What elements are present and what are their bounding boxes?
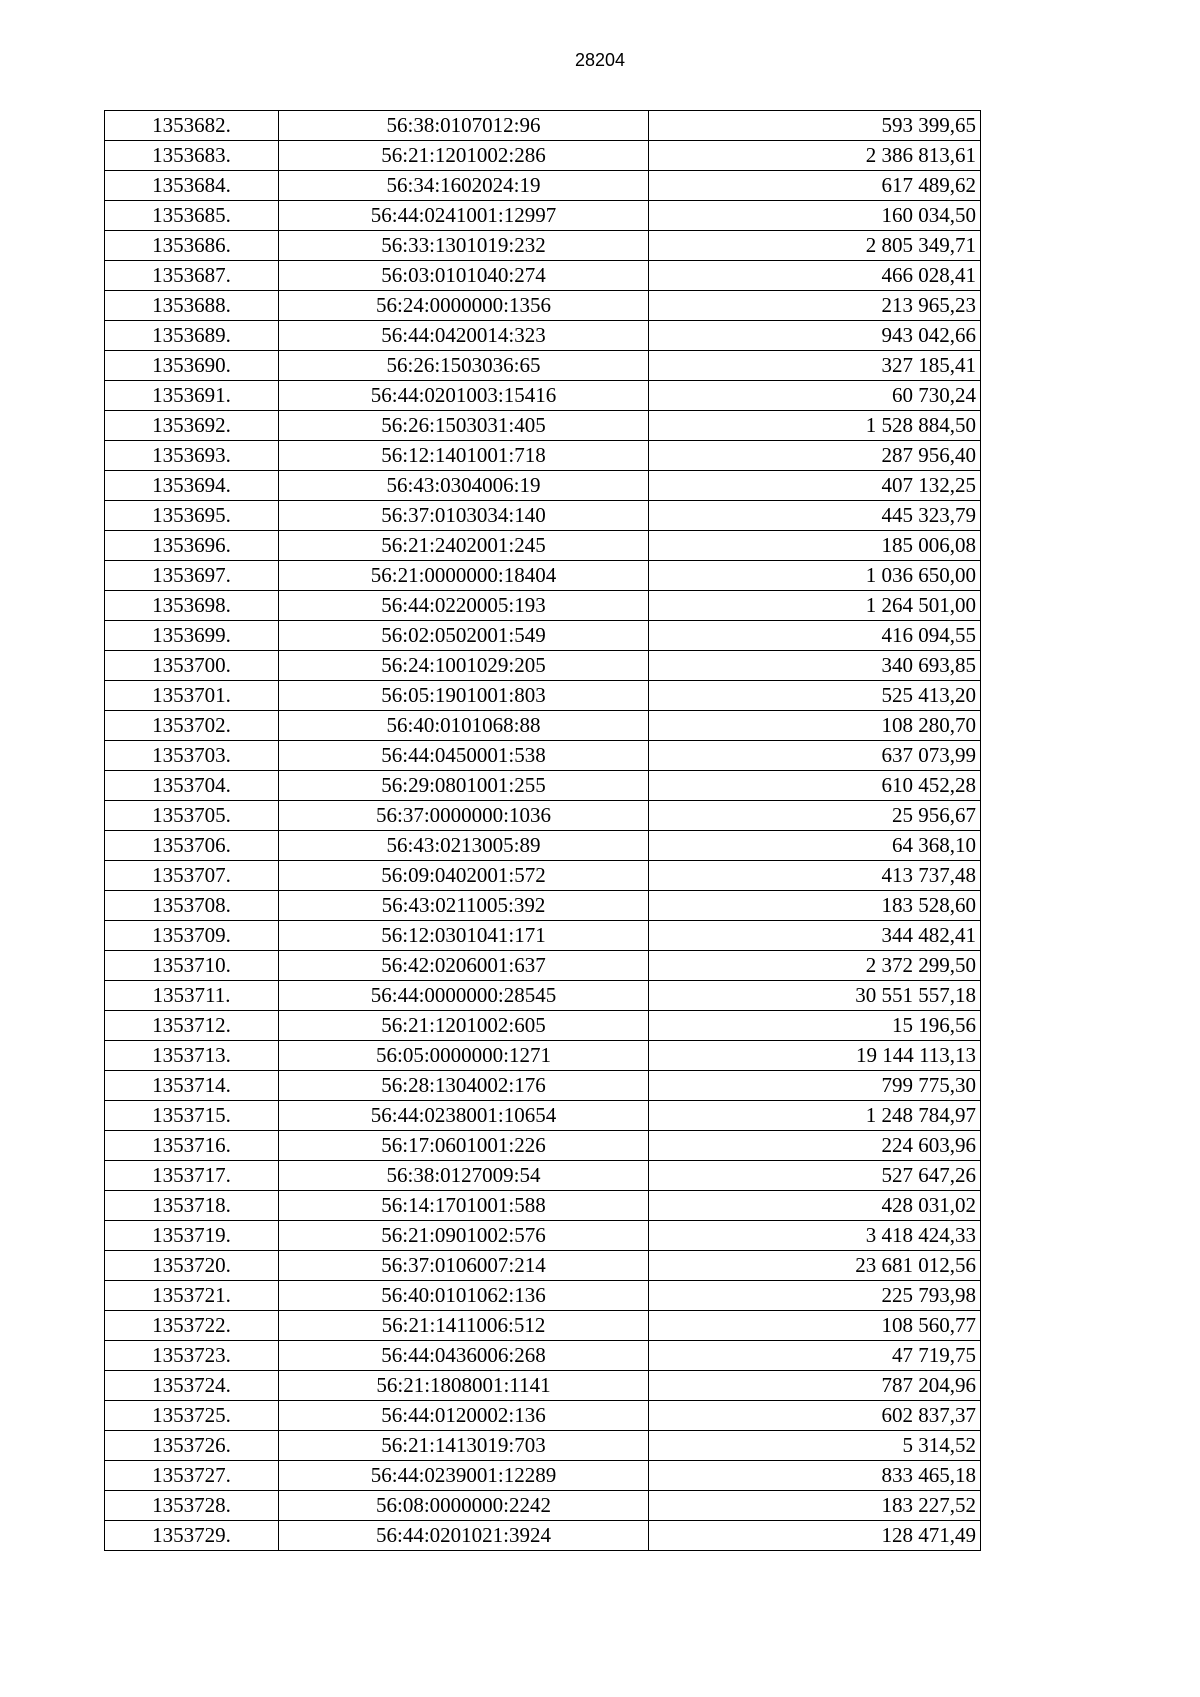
- row-number-cell: 1353713.: [105, 1041, 279, 1071]
- cadastral-value-cell: 610 452,28: [649, 771, 981, 801]
- row-number-cell: 1353724.: [105, 1371, 279, 1401]
- table-row: [105, 141, 981, 171]
- cadastral-number-cell: 56:44:0120002:136: [279, 1401, 649, 1431]
- cadastral-number-cell: 56:21:1808001:1141: [279, 1371, 649, 1401]
- table-row: [105, 351, 981, 381]
- row-number-cell: 1353704.: [105, 771, 279, 801]
- table-row: [105, 1071, 981, 1101]
- row-number-cell: 1353690.: [105, 351, 279, 381]
- cadastral-value-cell: 407 132,25: [649, 471, 981, 501]
- row-number-cell: 1353719.: [105, 1221, 279, 1251]
- cadastral-value-cell: 344 482,41: [649, 921, 981, 951]
- row-number-cell: 1353685.: [105, 201, 279, 231]
- table-row: [105, 1161, 981, 1191]
- cadastral-value-cell: 15 196,56: [649, 1011, 981, 1041]
- cadastral-value-cell: 64 368,10: [649, 831, 981, 861]
- cadastral-value-cell: 108 280,70: [649, 711, 981, 741]
- registry-table: [104, 110, 981, 1551]
- table-row: [105, 831, 981, 861]
- table-row: [105, 1041, 981, 1071]
- table-row: [105, 231, 981, 261]
- cadastral-value-cell: 1 248 784,97: [649, 1101, 981, 1131]
- table-row: [105, 261, 981, 291]
- cadastral-value-cell: 787 204,96: [649, 1371, 981, 1401]
- row-number-cell: 1353698.: [105, 591, 279, 621]
- cadastral-number-cell: 56:24:1001029:205: [279, 651, 649, 681]
- cadastral-value-cell: 445 323,79: [649, 501, 981, 531]
- cadastral-number-cell: 56:37:0106007:214: [279, 1251, 649, 1281]
- row-number-cell: 1353706.: [105, 831, 279, 861]
- row-number-cell: 1353711.: [105, 981, 279, 1011]
- cadastral-number-cell: 56:44:0220005:193: [279, 591, 649, 621]
- cadastral-number-cell: 56:43:0304006:19: [279, 471, 649, 501]
- row-number-cell: 1353728.: [105, 1491, 279, 1521]
- cadastral-number-cell: 56:09:0402001:572: [279, 861, 649, 891]
- row-number-cell: 1353692.: [105, 411, 279, 441]
- registry-table-body: [105, 111, 981, 1551]
- table-row: [105, 321, 981, 351]
- table-row: [105, 411, 981, 441]
- row-number-cell: 1353723.: [105, 1341, 279, 1371]
- cadastral-number-cell: 56:26:1503036:65: [279, 351, 649, 381]
- cadastral-number-cell: 56:40:0101062:136: [279, 1281, 649, 1311]
- table-row: [105, 111, 981, 141]
- table-row: [105, 1371, 981, 1401]
- row-number-cell: 1353691.: [105, 381, 279, 411]
- table-row: [105, 561, 981, 591]
- table-row: [105, 1251, 981, 1281]
- row-number-cell: 1353702.: [105, 711, 279, 741]
- cadastral-value-cell: 527 647,26: [649, 1161, 981, 1191]
- row-number-cell: 1353715.: [105, 1101, 279, 1131]
- cadastral-value-cell: 30 551 557,18: [649, 981, 981, 1011]
- row-number-cell: 1353687.: [105, 261, 279, 291]
- table-row: [105, 861, 981, 891]
- table-row: [105, 1101, 981, 1131]
- cadastral-value-cell: 525 413,20: [649, 681, 981, 711]
- cadastral-value-cell: 2 372 299,50: [649, 951, 981, 981]
- cadastral-value-cell: 799 775,30: [649, 1071, 981, 1101]
- row-number-cell: 1353688.: [105, 291, 279, 321]
- row-number-cell: 1353703.: [105, 741, 279, 771]
- cadastral-number-cell: 56:40:0101068:88: [279, 711, 649, 741]
- cadastral-value-cell: 183 528,60: [649, 891, 981, 921]
- cadastral-number-cell: 56:02:0502001:549: [279, 621, 649, 651]
- cadastral-value-cell: 47 719,75: [649, 1341, 981, 1371]
- table-row: [105, 381, 981, 411]
- cadastral-value-cell: 340 693,85: [649, 651, 981, 681]
- cadastral-number-cell: 56:44:0201021:3924: [279, 1521, 649, 1551]
- cadastral-number-cell: 56:44:0000000:28545: [279, 981, 649, 1011]
- table-row: [105, 921, 981, 951]
- table-row: [105, 621, 981, 651]
- cadastral-value-cell: 108 560,77: [649, 1311, 981, 1341]
- cadastral-number-cell: 56:14:1701001:588: [279, 1191, 649, 1221]
- cadastral-number-cell: 56:34:1602024:19: [279, 171, 649, 201]
- cadastral-value-cell: 943 042,66: [649, 321, 981, 351]
- table-row: [105, 771, 981, 801]
- cadastral-value-cell: 225 793,98: [649, 1281, 981, 1311]
- cadastral-value-cell: 602 837,37: [649, 1401, 981, 1431]
- table-row: [105, 1521, 981, 1551]
- row-number-cell: 1353708.: [105, 891, 279, 921]
- cadastral-number-cell: 56:12:0301041:171: [279, 921, 649, 951]
- cadastral-value-cell: 1 036 650,00: [649, 561, 981, 591]
- row-number-cell: 1353697.: [105, 561, 279, 591]
- cadastral-number-cell: 56:21:2402001:245: [279, 531, 649, 561]
- cadastral-value-cell: 183 227,52: [649, 1491, 981, 1521]
- row-number-cell: 1353693.: [105, 441, 279, 471]
- cadastral-value-cell: 287 956,40: [649, 441, 981, 471]
- row-number-cell: 1353718.: [105, 1191, 279, 1221]
- cadastral-number-cell: 56:44:0420014:323: [279, 321, 649, 351]
- row-number-cell: 1353683.: [105, 141, 279, 171]
- cadastral-value-cell: 617 489,62: [649, 171, 981, 201]
- row-number-cell: 1353699.: [105, 621, 279, 651]
- table-row: [105, 591, 981, 621]
- table-row: [105, 681, 981, 711]
- table-row: [105, 1191, 981, 1221]
- table-row: [105, 531, 981, 561]
- cadastral-number-cell: 56:28:1304002:176: [279, 1071, 649, 1101]
- cadastral-number-cell: 56:21:1201002:605: [279, 1011, 649, 1041]
- cadastral-number-cell: 56:05:1901001:803: [279, 681, 649, 711]
- cadastral-number-cell: 56:44:0238001:10654: [279, 1101, 649, 1131]
- cadastral-number-cell: 56:03:0101040:274: [279, 261, 649, 291]
- row-number-cell: 1353725.: [105, 1401, 279, 1431]
- cadastral-number-cell: 56:21:1411006:512: [279, 1311, 649, 1341]
- cadastral-number-cell: 56:29:0801001:255: [279, 771, 649, 801]
- row-number-cell: 1353707.: [105, 861, 279, 891]
- table-row: [105, 1491, 981, 1521]
- cadastral-value-cell: 327 185,41: [649, 351, 981, 381]
- cadastral-number-cell: 56:44:0239001:12289: [279, 1461, 649, 1491]
- table-row: [105, 171, 981, 201]
- row-number-cell: 1353710.: [105, 951, 279, 981]
- cadastral-number-cell: 56:44:0201003:15416: [279, 381, 649, 411]
- row-number-cell: 1353696.: [105, 531, 279, 561]
- cadastral-number-cell: 56:21:1201002:286: [279, 141, 649, 171]
- row-number-cell: 1353695.: [105, 501, 279, 531]
- table-row: [105, 1311, 981, 1341]
- table-row: [105, 741, 981, 771]
- row-number-cell: 1353682.: [105, 111, 279, 141]
- table-row: [105, 951, 981, 981]
- cadastral-number-cell: 56:44:0436006:268: [279, 1341, 649, 1371]
- row-number-cell: 1353722.: [105, 1311, 279, 1341]
- table-row: [105, 1221, 981, 1251]
- table-row: [105, 651, 981, 681]
- cadastral-number-cell: 56:26:1503031:405: [279, 411, 649, 441]
- row-number-cell: 1353689.: [105, 321, 279, 351]
- cadastral-number-cell: 56:08:0000000:2242: [279, 1491, 649, 1521]
- cadastral-value-cell: 224 603,96: [649, 1131, 981, 1161]
- cadastral-value-cell: 1 528 884,50: [649, 411, 981, 441]
- cadastral-value-cell: 637 073,99: [649, 741, 981, 771]
- cadastral-number-cell: 56:43:0211005:392: [279, 891, 649, 921]
- cadastral-number-cell: 56:38:0107012:96: [279, 111, 649, 141]
- table-row: [105, 1341, 981, 1371]
- row-number-cell: 1353705.: [105, 801, 279, 831]
- table-row: [105, 1401, 981, 1431]
- table-row: [105, 501, 981, 531]
- cadastral-value-cell: 160 034,50: [649, 201, 981, 231]
- cadastral-number-cell: 56:43:0213005:89: [279, 831, 649, 861]
- cadastral-number-cell: 56:42:0206001:637: [279, 951, 649, 981]
- cadastral-number-cell: 56:17:0601001:226: [279, 1131, 649, 1161]
- cadastral-value-cell: 128 471,49: [649, 1521, 981, 1551]
- table-row: [105, 891, 981, 921]
- cadastral-value-cell: 19 144 113,13: [649, 1041, 981, 1071]
- cadastral-number-cell: 56:12:1401001:718: [279, 441, 649, 471]
- row-number-cell: 1353720.: [105, 1251, 279, 1281]
- cadastral-number-cell: 56:38:0127009:54: [279, 1161, 649, 1191]
- table-row: [105, 471, 981, 501]
- cadastral-number-cell: 56:24:0000000:1356: [279, 291, 649, 321]
- cadastral-value-cell: 833 465,18: [649, 1461, 981, 1491]
- cadastral-number-cell: 56:33:1301019:232: [279, 231, 649, 261]
- row-number-cell: 1353721.: [105, 1281, 279, 1311]
- cadastral-number-cell: 56:37:0000000:1036: [279, 801, 649, 831]
- row-number-cell: 1353716.: [105, 1131, 279, 1161]
- table-row: [105, 1461, 981, 1491]
- cadastral-number-cell: 56:44:0241001:12997: [279, 201, 649, 231]
- row-number-cell: 1353726.: [105, 1431, 279, 1461]
- row-number-cell: 1353712.: [105, 1011, 279, 1041]
- cadastral-value-cell: 60 730,24: [649, 381, 981, 411]
- cadastral-value-cell: 416 094,55: [649, 621, 981, 651]
- row-number-cell: 1353729.: [105, 1521, 279, 1551]
- row-number-cell: 1353714.: [105, 1071, 279, 1101]
- table-row: [105, 441, 981, 471]
- row-number-cell: 1353717.: [105, 1161, 279, 1191]
- cadastral-value-cell: 593 399,65: [649, 111, 981, 141]
- cadastral-value-cell: 185 006,08: [649, 531, 981, 561]
- table-row: [105, 711, 981, 741]
- row-number-cell: 1353684.: [105, 171, 279, 201]
- cadastral-number-cell: 56:21:1413019:703: [279, 1431, 649, 1461]
- cadastral-value-cell: 3 418 424,33: [649, 1221, 981, 1251]
- cadastral-value-cell: 25 956,67: [649, 801, 981, 831]
- table-row: [105, 1131, 981, 1161]
- table-row: [105, 201, 981, 231]
- row-number-cell: 1353694.: [105, 471, 279, 501]
- row-number-cell: 1353727.: [105, 1461, 279, 1491]
- table-row: [105, 1281, 981, 1311]
- row-number-cell: 1353686.: [105, 231, 279, 261]
- cadastral-number-cell: 56:44:0450001:538: [279, 741, 649, 771]
- table-row: [105, 1011, 981, 1041]
- table-row: [105, 801, 981, 831]
- cadastral-number-cell: 56:05:0000000:1271: [279, 1041, 649, 1071]
- cadastral-value-cell: 213 965,23: [649, 291, 981, 321]
- row-number-cell: 1353700.: [105, 651, 279, 681]
- cadastral-number-cell: 56:21:0901002:576: [279, 1221, 649, 1251]
- cadastral-value-cell: 1 264 501,00: [649, 591, 981, 621]
- table-row: [105, 291, 981, 321]
- cadastral-value-cell: 466 028,41: [649, 261, 981, 291]
- cadastral-value-cell: 428 031,02: [649, 1191, 981, 1221]
- table-row: [105, 1431, 981, 1461]
- table-row: [105, 981, 981, 1011]
- cadastral-value-cell: 2 386 813,61: [649, 141, 981, 171]
- row-number-cell: 1353701.: [105, 681, 279, 711]
- cadastral-number-cell: 56:37:0103034:140: [279, 501, 649, 531]
- row-number-cell: 1353709.: [105, 921, 279, 951]
- cadastral-value-cell: 5 314,52: [649, 1431, 981, 1461]
- cadastral-value-cell: 23 681 012,56: [649, 1251, 981, 1281]
- cadastral-value-cell: 2 805 349,71: [649, 231, 981, 261]
- cadastral-value-cell: 413 737,48: [649, 861, 981, 891]
- cadastral-number-cell: 56:21:0000000:18404: [279, 561, 649, 591]
- page-number: 28204: [574, 50, 626, 70]
